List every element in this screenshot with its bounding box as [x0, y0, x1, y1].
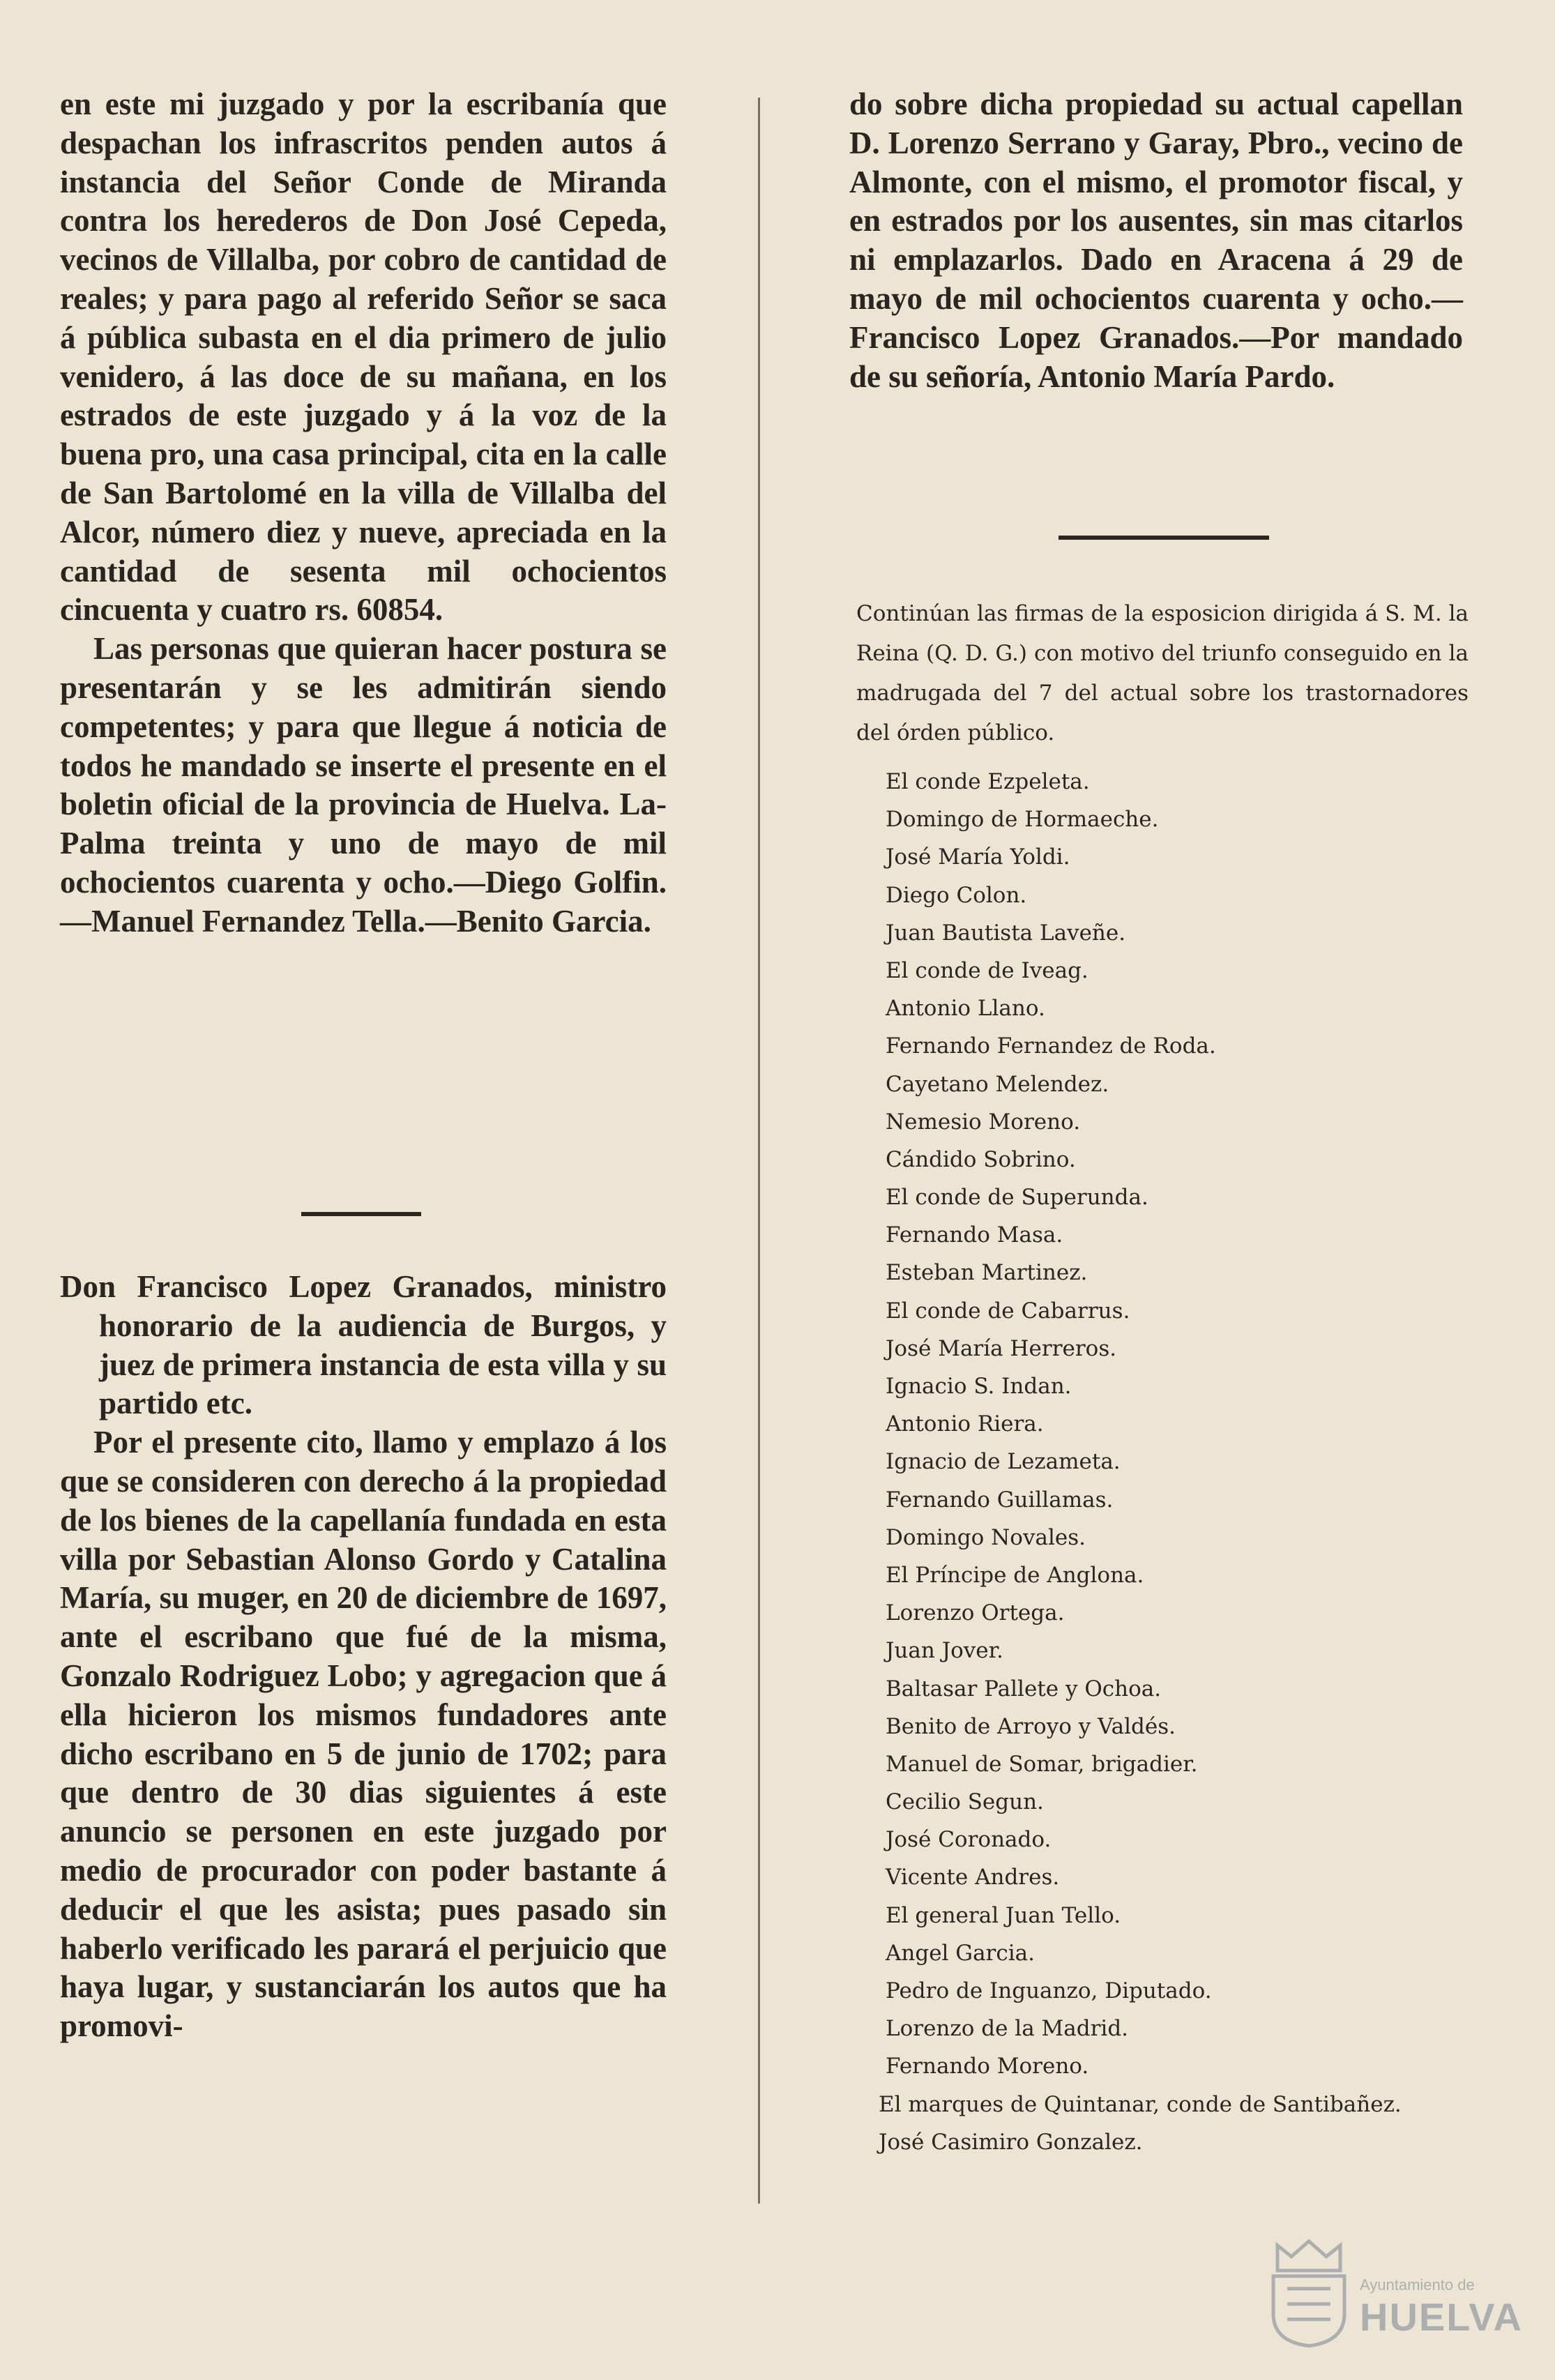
signature-name: Domingo de Hormaeche. [886, 807, 1159, 833]
signature-name: Lorenzo de la Madrid. [886, 2016, 1129, 2042]
signature-name: Antonio Llano. [886, 996, 1045, 1022]
signature-name: Vicente Andres. [886, 1865, 1060, 1890]
coat-of-arms-icon [1264, 2237, 1354, 2349]
signature-name: Fernando Moreno. [886, 2054, 1089, 2079]
signature-list [879, 763, 1471, 2161]
signature-name: Baltasar Pallete y Ochoa. [886, 1676, 1162, 1701]
section-divider [301, 1212, 421, 1216]
signature-name: Manuel de Somar, brigadier. [886, 1751, 1198, 1777]
column-divider [758, 98, 760, 2204]
right-column [849, 85, 1463, 396]
signature-name: Fernando Guillamas. [886, 1487, 1114, 1513]
signature-name: José María Yoldi. [886, 844, 1070, 870]
signature-name: Pedro de Inguanzo, Diputado. [886, 1978, 1212, 2003]
signature-name: Benito de Arroyo y Valdés. [886, 1713, 1176, 1739]
signature-name: Esteban Martinez. [886, 1260, 1088, 1286]
section-divider-right [1059, 536, 1269, 540]
signature-name: José María Herreros. [886, 1335, 1117, 1361]
left-column [60, 85, 667, 941]
watermark-main-text: HUELVA [1360, 2295, 1523, 2339]
signature-name: Cayetano Melendez. [886, 1071, 1109, 1097]
signature-name: Diego Colon. [886, 882, 1027, 908]
signature-name: José Casimiro Gonzalez. [879, 2129, 1143, 2155]
signature-name: Ignacio S. Indan. [886, 1374, 1072, 1399]
signatures-intro: Continúan las firmas de la esposicion dirigida á S. M. la Reina (Q. D. G.) con motivo del triunfo conseguido en la madrugada del 7 del actual sobre los trastornadores del órden público. [856, 601, 1469, 745]
signature-name: José Coronado. [886, 1827, 1052, 1853]
huelva-watermark-logo [1264, 2237, 1529, 2349]
signature-name: El conde de Superunda. [886, 1185, 1148, 1211]
signature-name: Juan Bautista Laveñe. [886, 920, 1126, 946]
signature-name: Angel Garcia. [886, 1940, 1035, 1966]
signature-name: Fernando Fernandez de Roda. [886, 1033, 1216, 1059]
notice-body: Por el presente cito, llamo y emplazo á los que se consideren con derecho á la propiedad de los bienes de la capellanía fundada en esta villa por Sebastian Alonso Gordo y Catalina María, su muger, en 20 de diciembre de 1697, ante el escribano que fué de la misma, Gonzalo Rodriguez Lobo; y agregacion que á ella hicieron los mismos fundadores ante dicho escribano en 5 de junio de 1702; para que dentro de 30 dias siguientes á este anuncio se personen en este juzgado por medio de procurador con poder bastante á deducir el que les asista; pues pasado sin haberlo verificado les parará el perjuicio que haya lugar, y sustanciarán los autos que ha promovi- [60, 1425, 667, 2044]
signature-name: El Príncipe de Anglona. [886, 1562, 1144, 1588]
watermark-top-text: Ayuntamiento de [1360, 2276, 1475, 2294]
signature-name: Juan Jover. [886, 1638, 1003, 1664]
signature-name: Cándido Sobrino. [886, 1146, 1076, 1172]
auction-notice-paragraph-1: en este mi juzgado y por la escribanía que despachan los infrascritos penden autos á instancia del Señor Conde de Miranda contra los herederos de Don José Cepeda, vecinos de Villalba, por cobro de cantidad de reales; y para pago al referido Señor se saca á pública subasta en el dia primero de julio venidero, á las doce de su mañana, en los estrados de este juzgado y á la voz de la buena pro, una casa principal, cita en la calle de San Bartolomé en la villa de Villalba del Alcor, número diez y nueve, apreciada en la cantidad de sesenta mil ochocientos cincuenta y cuatro rs. 60854. [60, 86, 667, 628]
signature-name: El marques de Quintanar, conde de Santibañez. [879, 2091, 1402, 2117]
signature-name: Ignacio de Lezameta. [886, 1449, 1121, 1475]
signature-name: El conde de Cabarrus. [886, 1298, 1130, 1324]
left-column-second-notice [60, 1268, 667, 2046]
signature-name: Nemesio Moreno. [886, 1109, 1081, 1135]
signature-name: Domingo Novales. [886, 1524, 1086, 1550]
signature-name: El conde Ezpeleta. [886, 769, 1090, 794]
signature-name: Antonio Riera. [886, 1411, 1044, 1437]
signature-name: Cecilio Segun. [886, 1789, 1044, 1815]
signature-name: Fernando Masa. [886, 1222, 1063, 1248]
signature-name: El general Juan Tello. [886, 1902, 1121, 1928]
notice-continuation: do sobre dicha propiedad su actual capellan D. Lorenzo Serrano y Garay, Pbro., vecino de Almonte, con el mismo, el promotor fiscal, y en estrados por los ausentes, sin mas citarlos ni emplazarlos. Dado en Aracena á 29 de mayo de mil ochocientos cuarenta y ocho.—Francisco Lopez Granados.—Por mandado de su señoría, Antonio María Pardo. [849, 86, 1463, 394]
auction-notice-paragraph-2: Las personas que quieran hacer postura se presentarán y se les admitirán siendo competentes; y para que llegue á noticia de todos he mandado se inserte el presente en el boletin oficial de la provincia de Huelva. La-Palma treinta y uno de mayo de mil ochocientos cuarenta y ocho.—Diego Golfin.—Manuel Fernandez Tella.—Benito Garcia. [60, 631, 667, 939]
signature-name: Lorenzo Ortega. [886, 1600, 1065, 1626]
notice-heading: Don Francisco Lopez Granados, ministro honorario de la audiencia de Burgos, y juez de primera instancia de esta villa y su partido etc. [60, 1269, 667, 1421]
signature-name: El conde de Iveag. [886, 957, 1088, 983]
